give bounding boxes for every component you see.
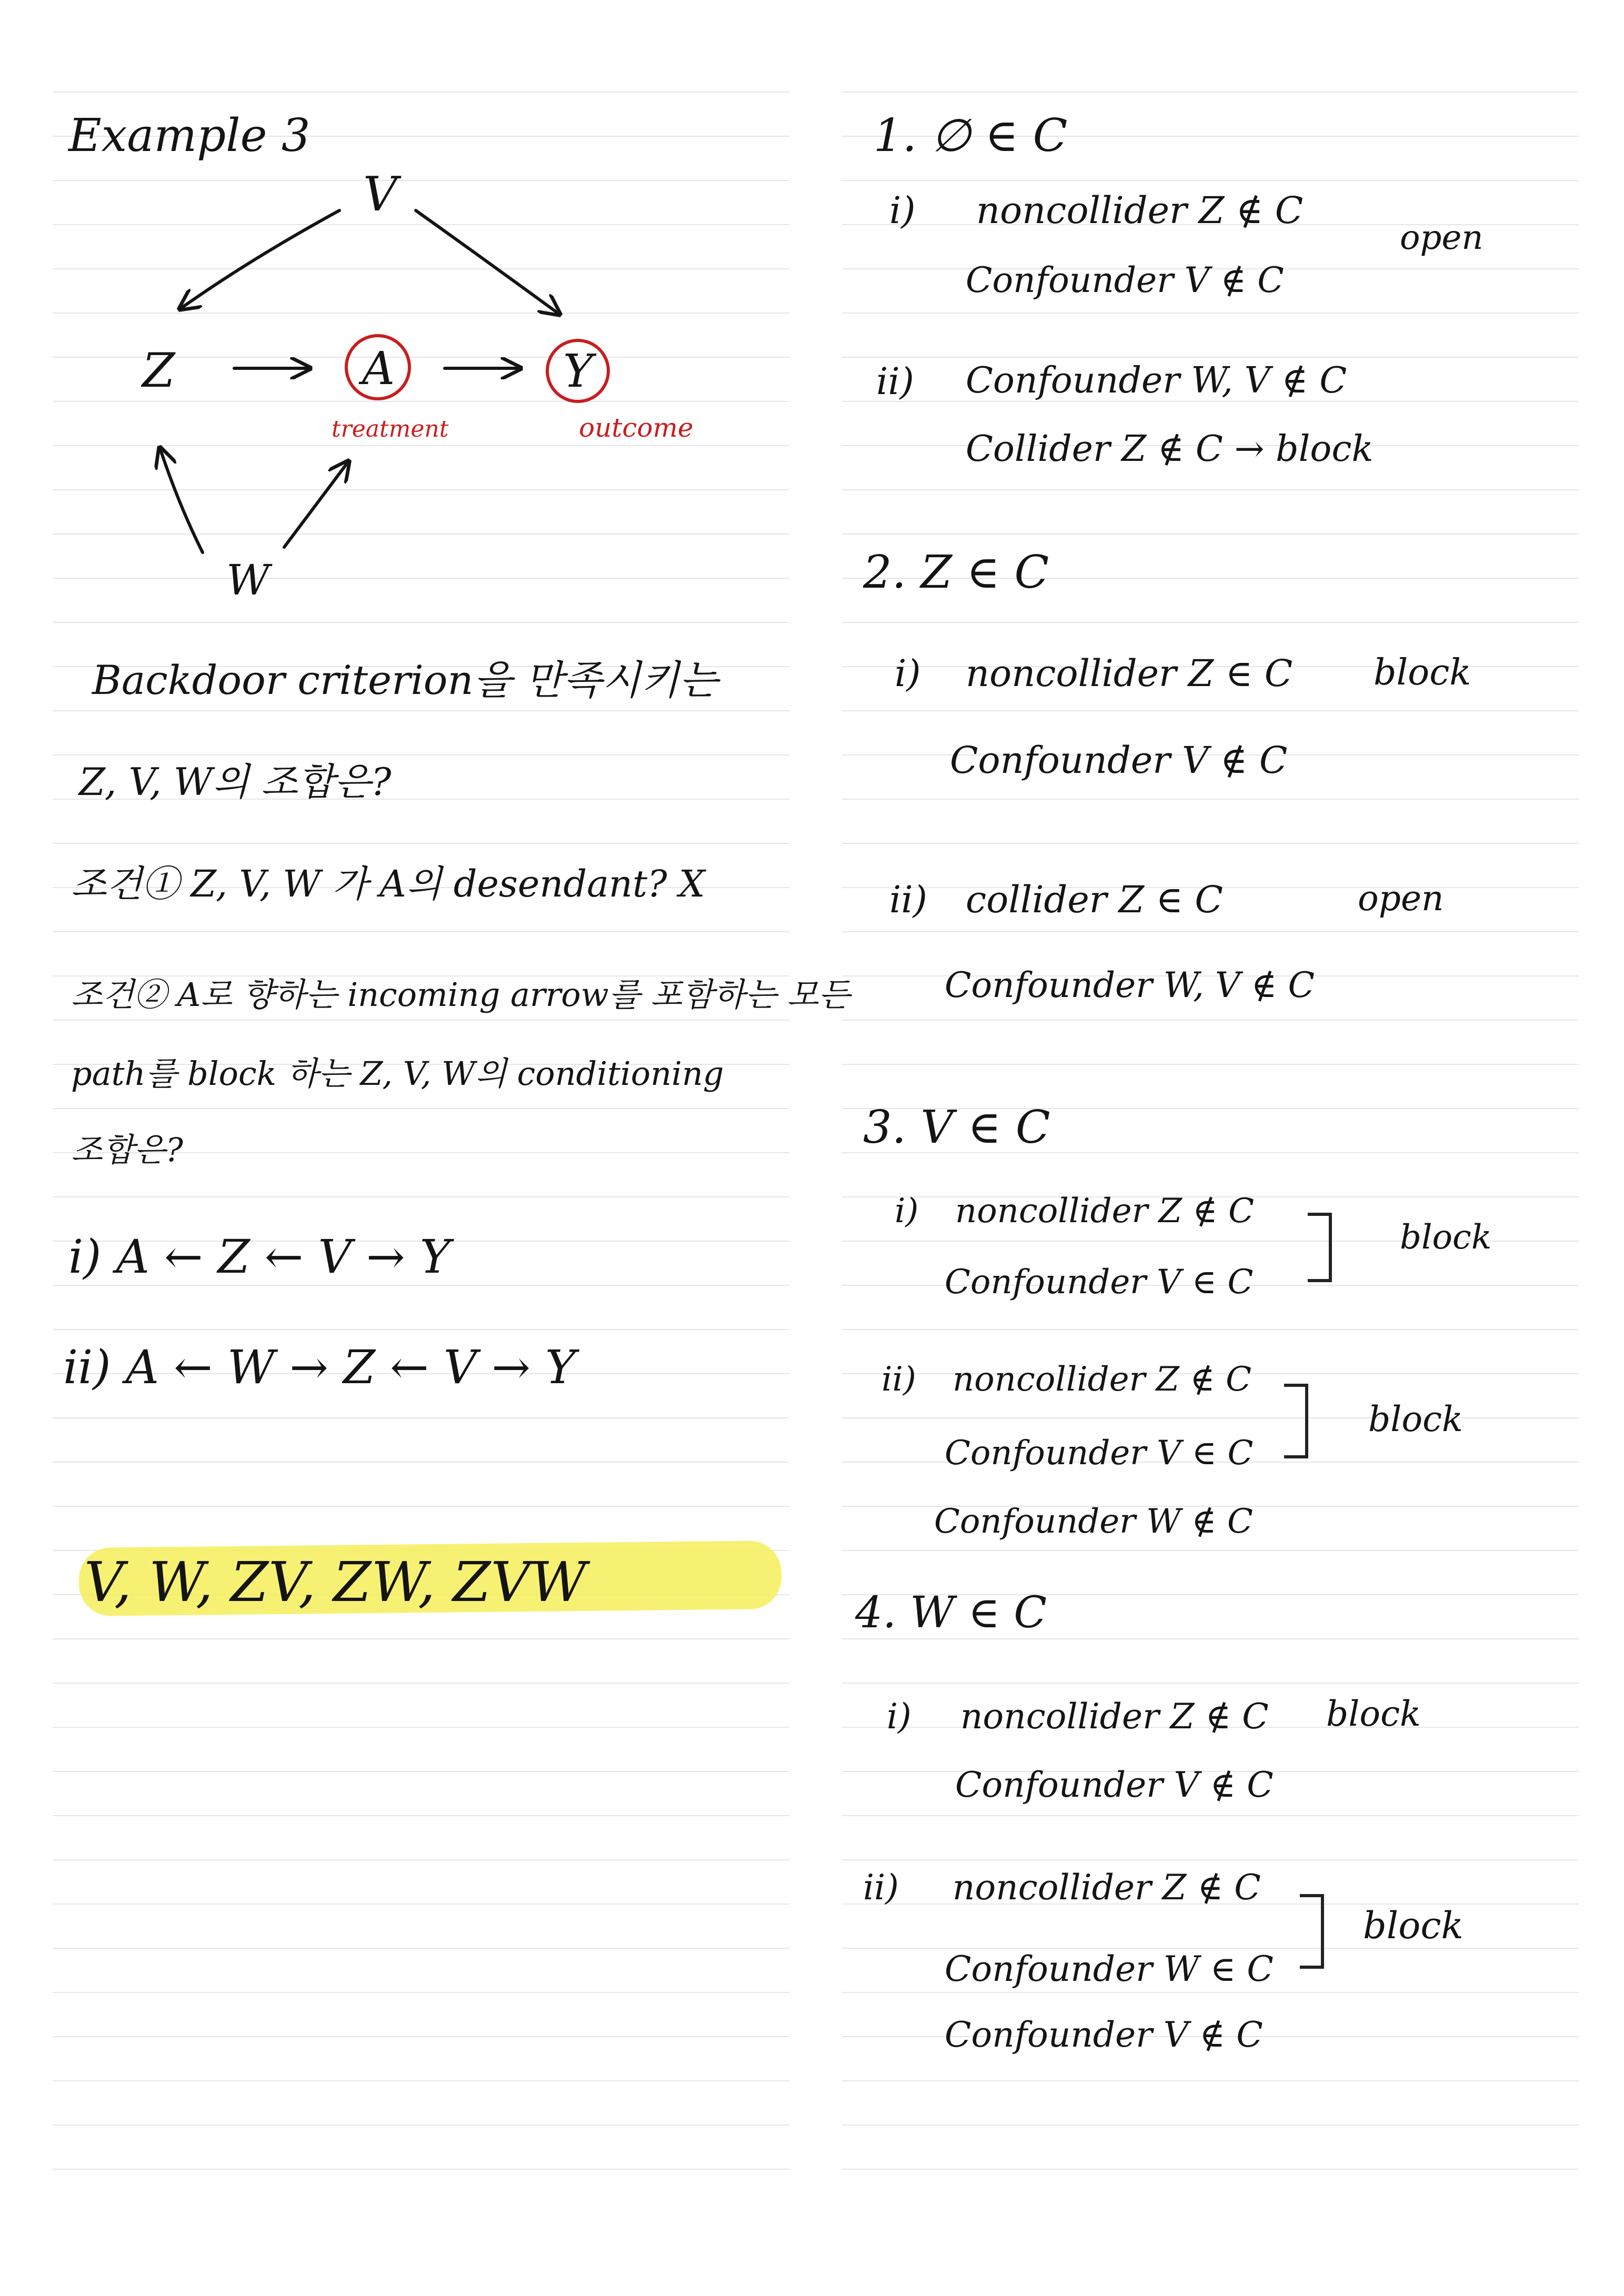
case-2-heading: 2. Z ∈ C (863, 546, 1049, 599)
node-v: V (363, 167, 397, 222)
case-1-i-result: open (1400, 218, 1483, 257)
treatment-label: treatment (332, 416, 449, 442)
case-4-ii-bracket (1300, 1894, 1324, 1969)
case-1-ii-line-1: Confounder W, V ∉ C (966, 360, 1347, 401)
case-1-i-line-2: Confounder V ∉ C (966, 260, 1284, 300)
case-3-ii-line-3: Confounder W ∉ C (934, 1502, 1253, 1541)
case-4-ii-label: ii) (863, 1867, 899, 1908)
case-2-i-line-2: Confounder V ∉ C (950, 739, 1288, 782)
case-2-i-label: i) (895, 652, 921, 695)
case-3-ii-line-2: Confounder V ∈ C (945, 1434, 1254, 1473)
case-4-i-result: block (1326, 1694, 1421, 1734)
case-4-ii-result: block (1363, 1904, 1463, 1947)
case-4-ii-line-1: noncollider Z ∉ C (953, 1867, 1261, 1908)
case-1-ii-label: ii) (876, 360, 915, 403)
node-z: Z (142, 343, 175, 398)
case-1-i-line-1: noncollider Z ∉ C (976, 189, 1304, 232)
question-line-1: Backdoor criterion을 만족시키는 (92, 657, 718, 703)
case-3-ii-label: ii) (881, 1360, 916, 1399)
condition-2-line-3: 조합은? (71, 1131, 183, 1169)
case-4-ii-line-2: Confounder W ∈ C (945, 1949, 1274, 1989)
backdoor-path-1: i) A ← Z ← V → Y (68, 1230, 450, 1284)
arrow-w-to-z (161, 450, 203, 552)
case-4-i-line-1: noncollider Z ∉ C (960, 1696, 1269, 1737)
node-y: Y (563, 345, 593, 398)
case-4-i-label: i) (887, 1696, 911, 1737)
arrow-w-to-a (284, 463, 347, 547)
case-3-i-line-2: Confounder V ∈ C (945, 1263, 1254, 1302)
case-3-i-label: i) (895, 1192, 919, 1231)
backdoor-path-2: ii) A ← W → Z ← V → Y (63, 1340, 576, 1394)
case-2-ii-line-1: collider Z ∈ C (966, 878, 1223, 921)
case-3-heading: 3. V ∈ C (863, 1101, 1050, 1154)
arrow-v-to-z (182, 210, 339, 308)
case-2-ii-label: ii) (889, 878, 928, 921)
page-title: Example 3 (68, 109, 310, 162)
answer-sets: V, W, ZV, ZW, ZVW (84, 1550, 587, 1614)
case-4-i-line-2: Confounder V ∉ C (955, 1765, 1274, 1805)
case-4-ii-line-3: Confounder V ∉ C (945, 2015, 1263, 2055)
case-3-ii-line-1: noncollider Z ∉ C (953, 1360, 1252, 1399)
case-3-i-bracket (1308, 1213, 1332, 1282)
case-2-ii-line-2: Confounder W, V ∉ C (945, 965, 1315, 1005)
case-1-heading: 1. ∅ ∈ C (874, 109, 1068, 162)
condition-1: 조건① Z, V, W 가 A의 desendant? X (71, 862, 705, 905)
case-4-heading: 4. W ∈ C (855, 1588, 1047, 1638)
case-2-i-result: block (1374, 652, 1471, 693)
node-a: A (362, 343, 395, 395)
case-3-i-result: block (1400, 1218, 1492, 1257)
case-1-i-label: i) (889, 189, 916, 232)
case-1-ii-line-2: Collider Z ∉ C → block (966, 428, 1374, 470)
case-2-i-line-1: noncollider Z ∈ C (966, 652, 1293, 695)
arrow-v-to-y (416, 210, 558, 313)
case-3-i-line-1: noncollider Z ∉ C (955, 1192, 1255, 1231)
case-3-ii-result: block (1368, 1399, 1463, 1439)
outcome-label: outcome (579, 412, 694, 443)
condition-2-line-1: 조건② A로 향하는 incoming arrow를 포함하는 모든 (71, 975, 850, 1014)
node-w: W (226, 556, 270, 605)
case-3-ii-bracket (1284, 1384, 1308, 1458)
case-2-ii-result: open (1358, 878, 1444, 919)
condition-2-line-2: path를 block 하는 Z, V, W의 conditioning (71, 1054, 724, 1093)
question-line-2: Z, V, W의 조합은? (79, 760, 392, 804)
causal-dag-diagram (0, 0, 789, 631)
